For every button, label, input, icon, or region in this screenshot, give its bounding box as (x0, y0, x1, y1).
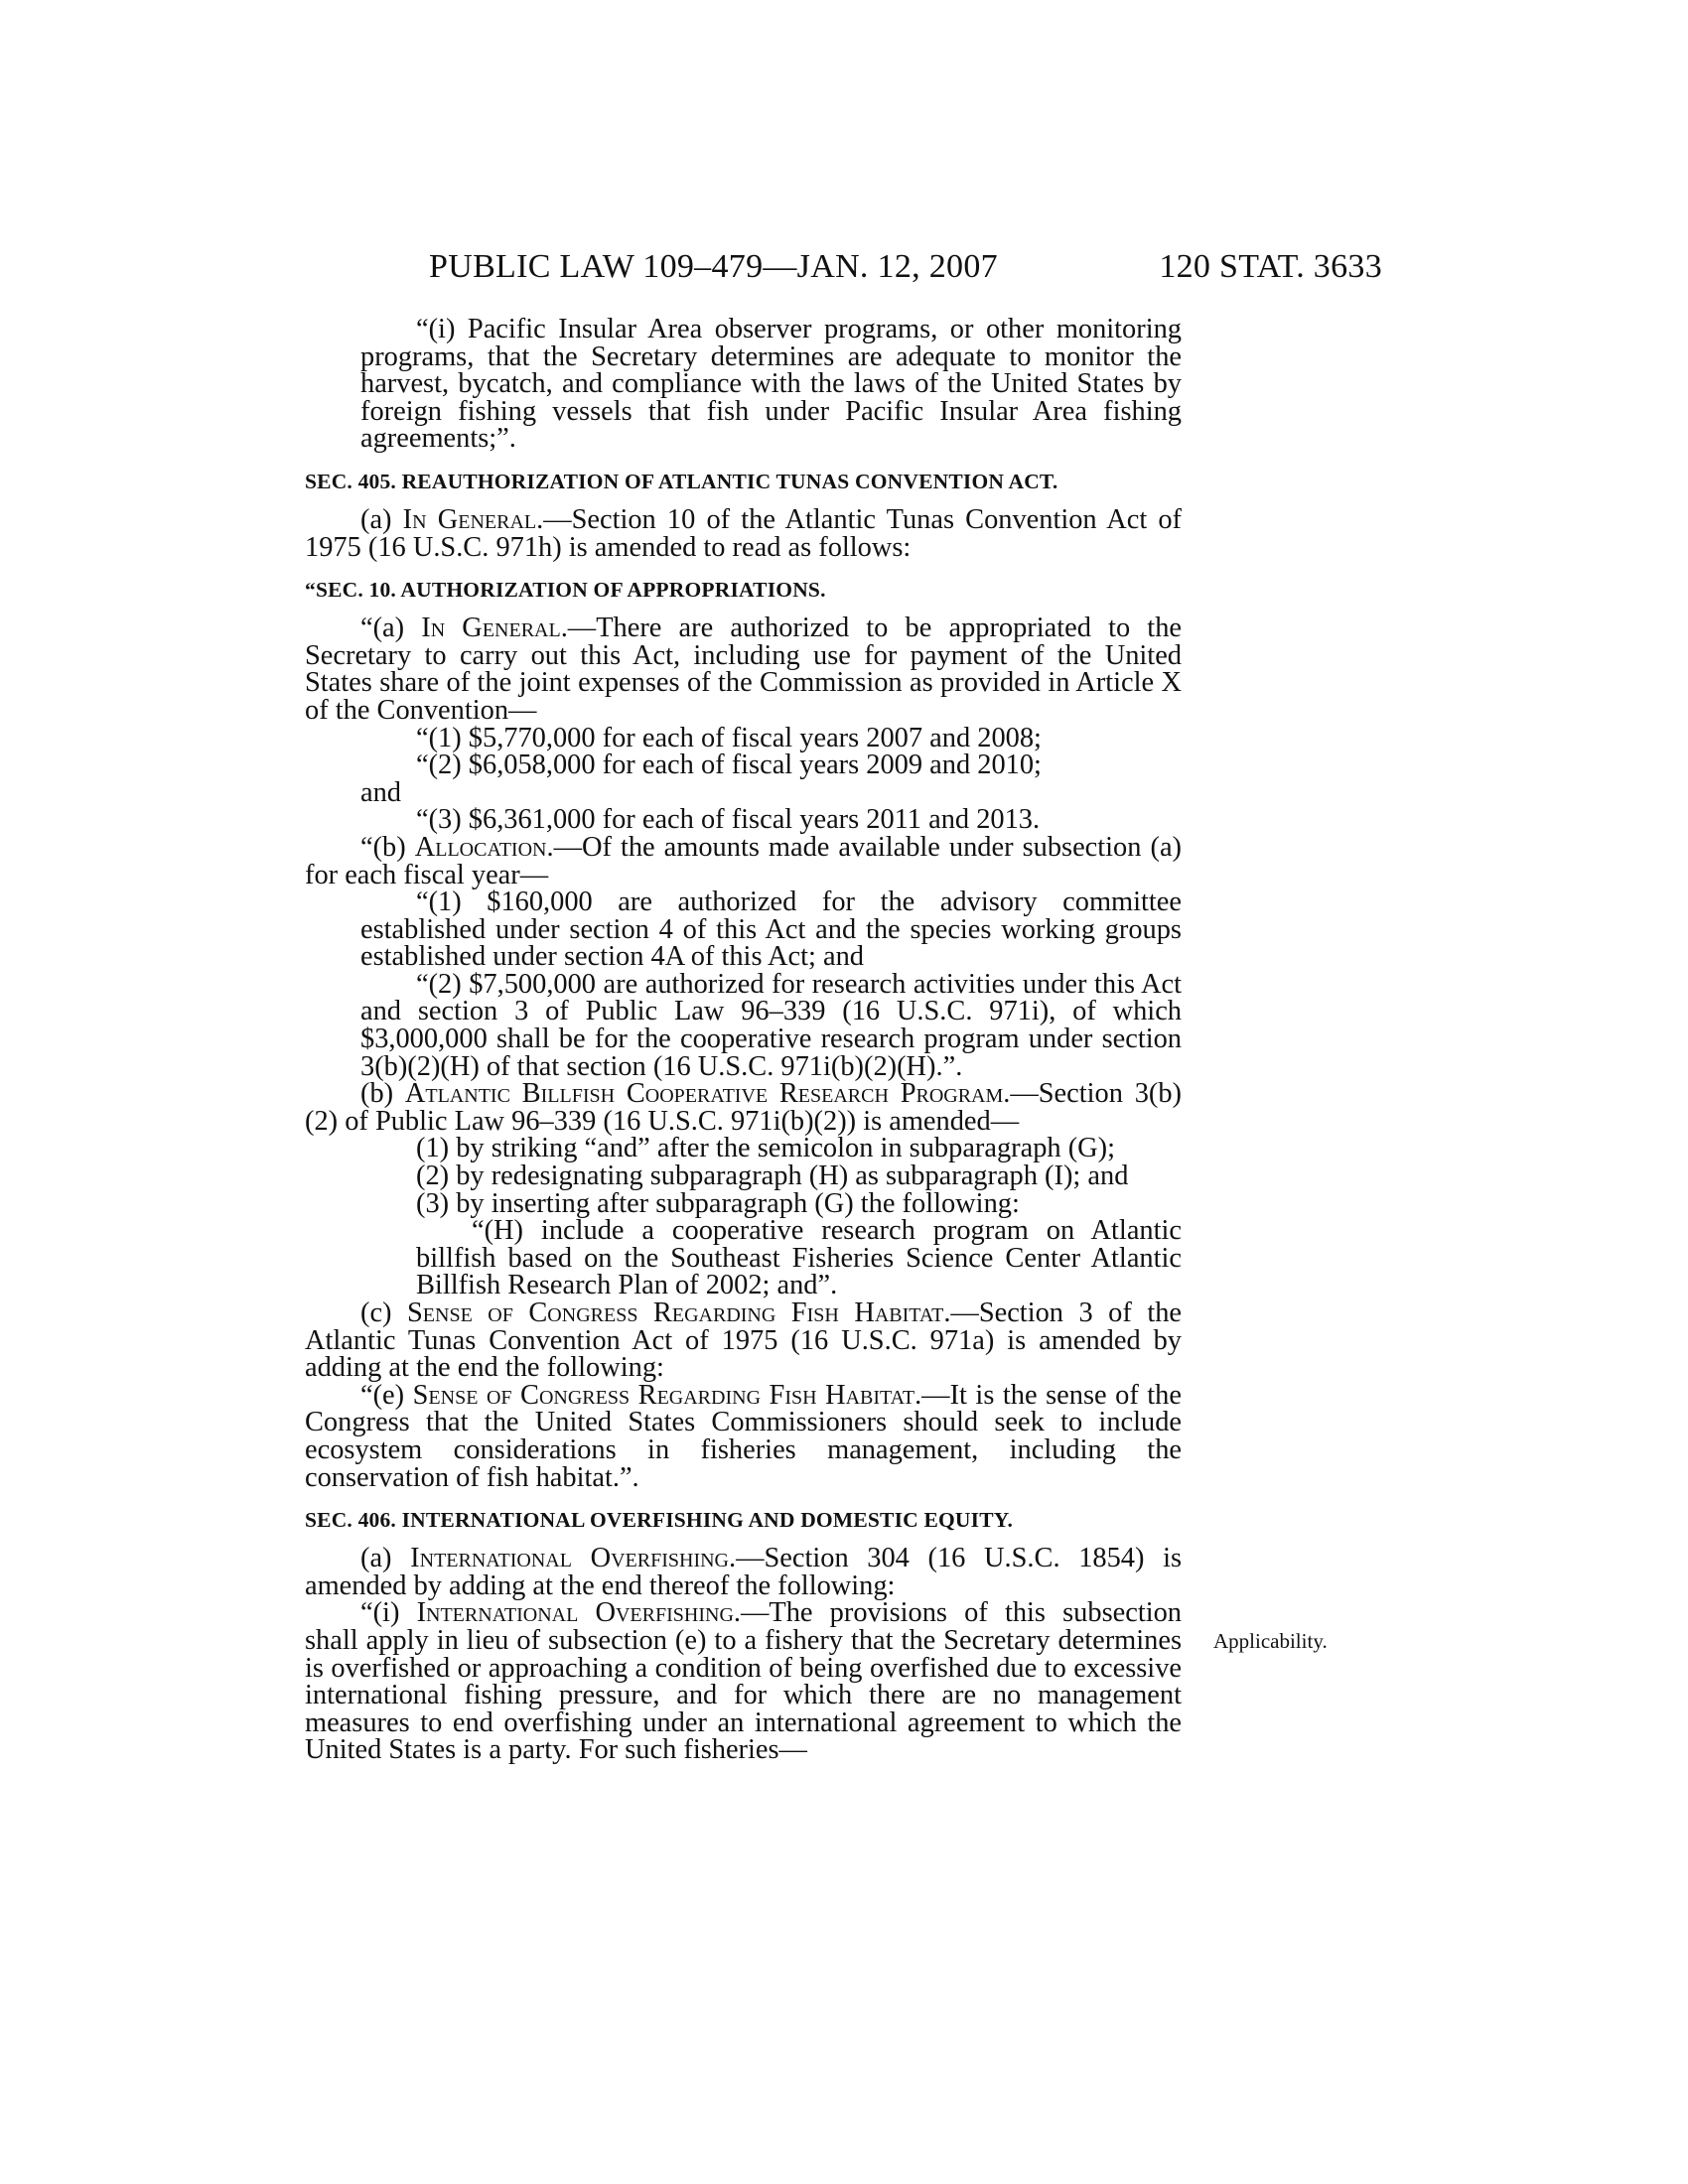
paragraph-304-i (305, 1599, 1182, 1764)
paragraph-10-b-2: “(2) $7,500,000 are authorized for research activities under this Act and section 3 of Public Law 96–339 (16 U.S.C. 971i), of which $3,000,000 shall be for the cooperative research program under section 3(b)(2)(H) of that section (16 U.S.C. 971i(b)(2)(H).”. (360, 968, 1182, 1082)
paragraph-10-b-1: “(1) $160,000 are authorized for the advisory committee established under section 4 of this Act and the species working groups established under section 4A of this Act; and (360, 887, 1182, 973)
text: .—Of the amounts made available under subsection (a) for each fiscal year— (305, 831, 1182, 890)
label: “(i) (360, 1597, 417, 1629)
section-heading-406: SEC. 406. INTERNATIONAL OVERFISHING AND DOMESTIC EQUITY. (305, 1508, 1014, 1533)
subsection-heading: International Overfishing (410, 1543, 729, 1574)
paragraph-406-a (305, 1545, 1182, 1599)
subsection-heading: In General (402, 503, 537, 535)
subsection-heading: Sense of Congress Regarding Fish Habitat (412, 1379, 915, 1411)
text: .—There are authorized to be appropriated to the Secretary to carry out this Act, including use for payment of the United States share of the joint expenses of the Commission as provided in Article X of the Convention— (305, 613, 1182, 726)
paragraph-405-b-1: (1) by striking “and” after the semicolon in subparagraph (G); (416, 1133, 1116, 1164)
margin-note: Applicability. (1213, 1629, 1328, 1653)
label: “(e) (360, 1379, 413, 1411)
subsection-heading: Atlantic Billfish Cooperative Research Program (404, 1078, 1004, 1110)
text: .—Section 10 of the Atlantic Tunas Convention Act of 1975 (16 U.S.C. 971h) is amended to read as follows: (305, 503, 1183, 563)
subsection-heading: International Overfishing (416, 1597, 734, 1629)
label: (a) (360, 1543, 411, 1574)
paragraph-10-a-2: “(2) $6,058,000 for each of fiscal years 2009 and 2010; (416, 750, 1042, 781)
paragraph-405-b (305, 1080, 1182, 1135)
paragraph-10-b (305, 831, 1182, 890)
text: .—The provisions of this subsection shall apply in lieu of subsection (e) to a fishery that the Secretary determines is overfished or approaching a condition of being overfished due to excessive international fishing pressure, and for which there are no management measures to end overfishing under an international agreement to which the United States is a party. For such fisheries— (305, 1597, 1182, 1766)
page-header (429, 248, 1382, 288)
paragraph-i-pacific-insular: “(i) Pacific Insular Area observer programs, or other monitoring programs, that the Secretary determines are adequate to monitor the harvest, bycatch, and compliance with the laws of the United States by foreign fishing vessels that fish under Pacific Insular Area fishing agreements;”. (360, 314, 1182, 455)
label: (a) (360, 503, 403, 535)
subsection-heading: Allocation (414, 831, 547, 863)
paragraph-405-c (305, 1299, 1182, 1382)
subsection-heading: In General (421, 613, 561, 644)
label: (c) (360, 1297, 408, 1328)
header-citation: PUBLIC LAW 109–479—JAN. 12, 2007 (429, 248, 998, 285)
paragraph-405-b-3: (3) by inserting after subparagraph (G) the following: (416, 1187, 1020, 1219)
label: “(b) (360, 831, 415, 863)
paragraph-3-e (305, 1379, 1182, 1493)
paragraph-10-a (305, 614, 1182, 724)
label: (b) (360, 1078, 405, 1110)
text: .—It is the sense of the Congress that the United States Commissioners should seek to include ecosystem considerations in fisheries management, including the conservation of fish habitat.”. (305, 1379, 1182, 1493)
subsection-heading: Sense of Congress Regarding Fish Habitat (407, 1297, 944, 1328)
section-heading-405: SEC. 405. REAUTHORIZATION OF ATLANTIC TUNAS CONVENTION ACT. (305, 469, 1058, 493)
paragraph-405-a (305, 503, 1183, 563)
label: “(a) (360, 613, 422, 644)
text: .—Section 304 (16 U.S.C. 1854) is amended by adding at the end thereof the following: (305, 1543, 1183, 1601)
paragraph-405-b-2: (2) by redesignating subparagraph (H) as subparagraph (I); and (416, 1160, 1129, 1192)
text: .—Section 3 of the Atlantic Tunas Convention Act of 1975 (16 U.S.C. 971a) is amended by adding at the end the following: (305, 1297, 1182, 1384)
text: .—Section 3(b)(2) of Public Law 96–339 (16 U.S.C. 971i(b)(2)) is amended— (305, 1078, 1182, 1137)
paragraph-10-a-1: “(1) $5,770,000 for each of fiscal years 2007 and 2008; (416, 722, 1042, 753)
paragraph-10-a-2-and: and (360, 776, 401, 808)
section-heading-10: “SEC. 10. AUTHORIZATION OF APPROPRIATIONS. (305, 578, 826, 603)
paragraph-10-a-3: “(3) $6,361,000 for each of fiscal years 2011 and 2013. (416, 804, 1041, 836)
document-body (305, 316, 1182, 1764)
header-page-number: 120 STAT. 3633 (1159, 248, 1382, 285)
paragraph-405-b-H: “(H) include a cooperative research program on Atlantic billfish based on the Southeast Fisheries Science Center Atlantic Billfish Research Plan of 2002; and”. (416, 1215, 1182, 1301)
